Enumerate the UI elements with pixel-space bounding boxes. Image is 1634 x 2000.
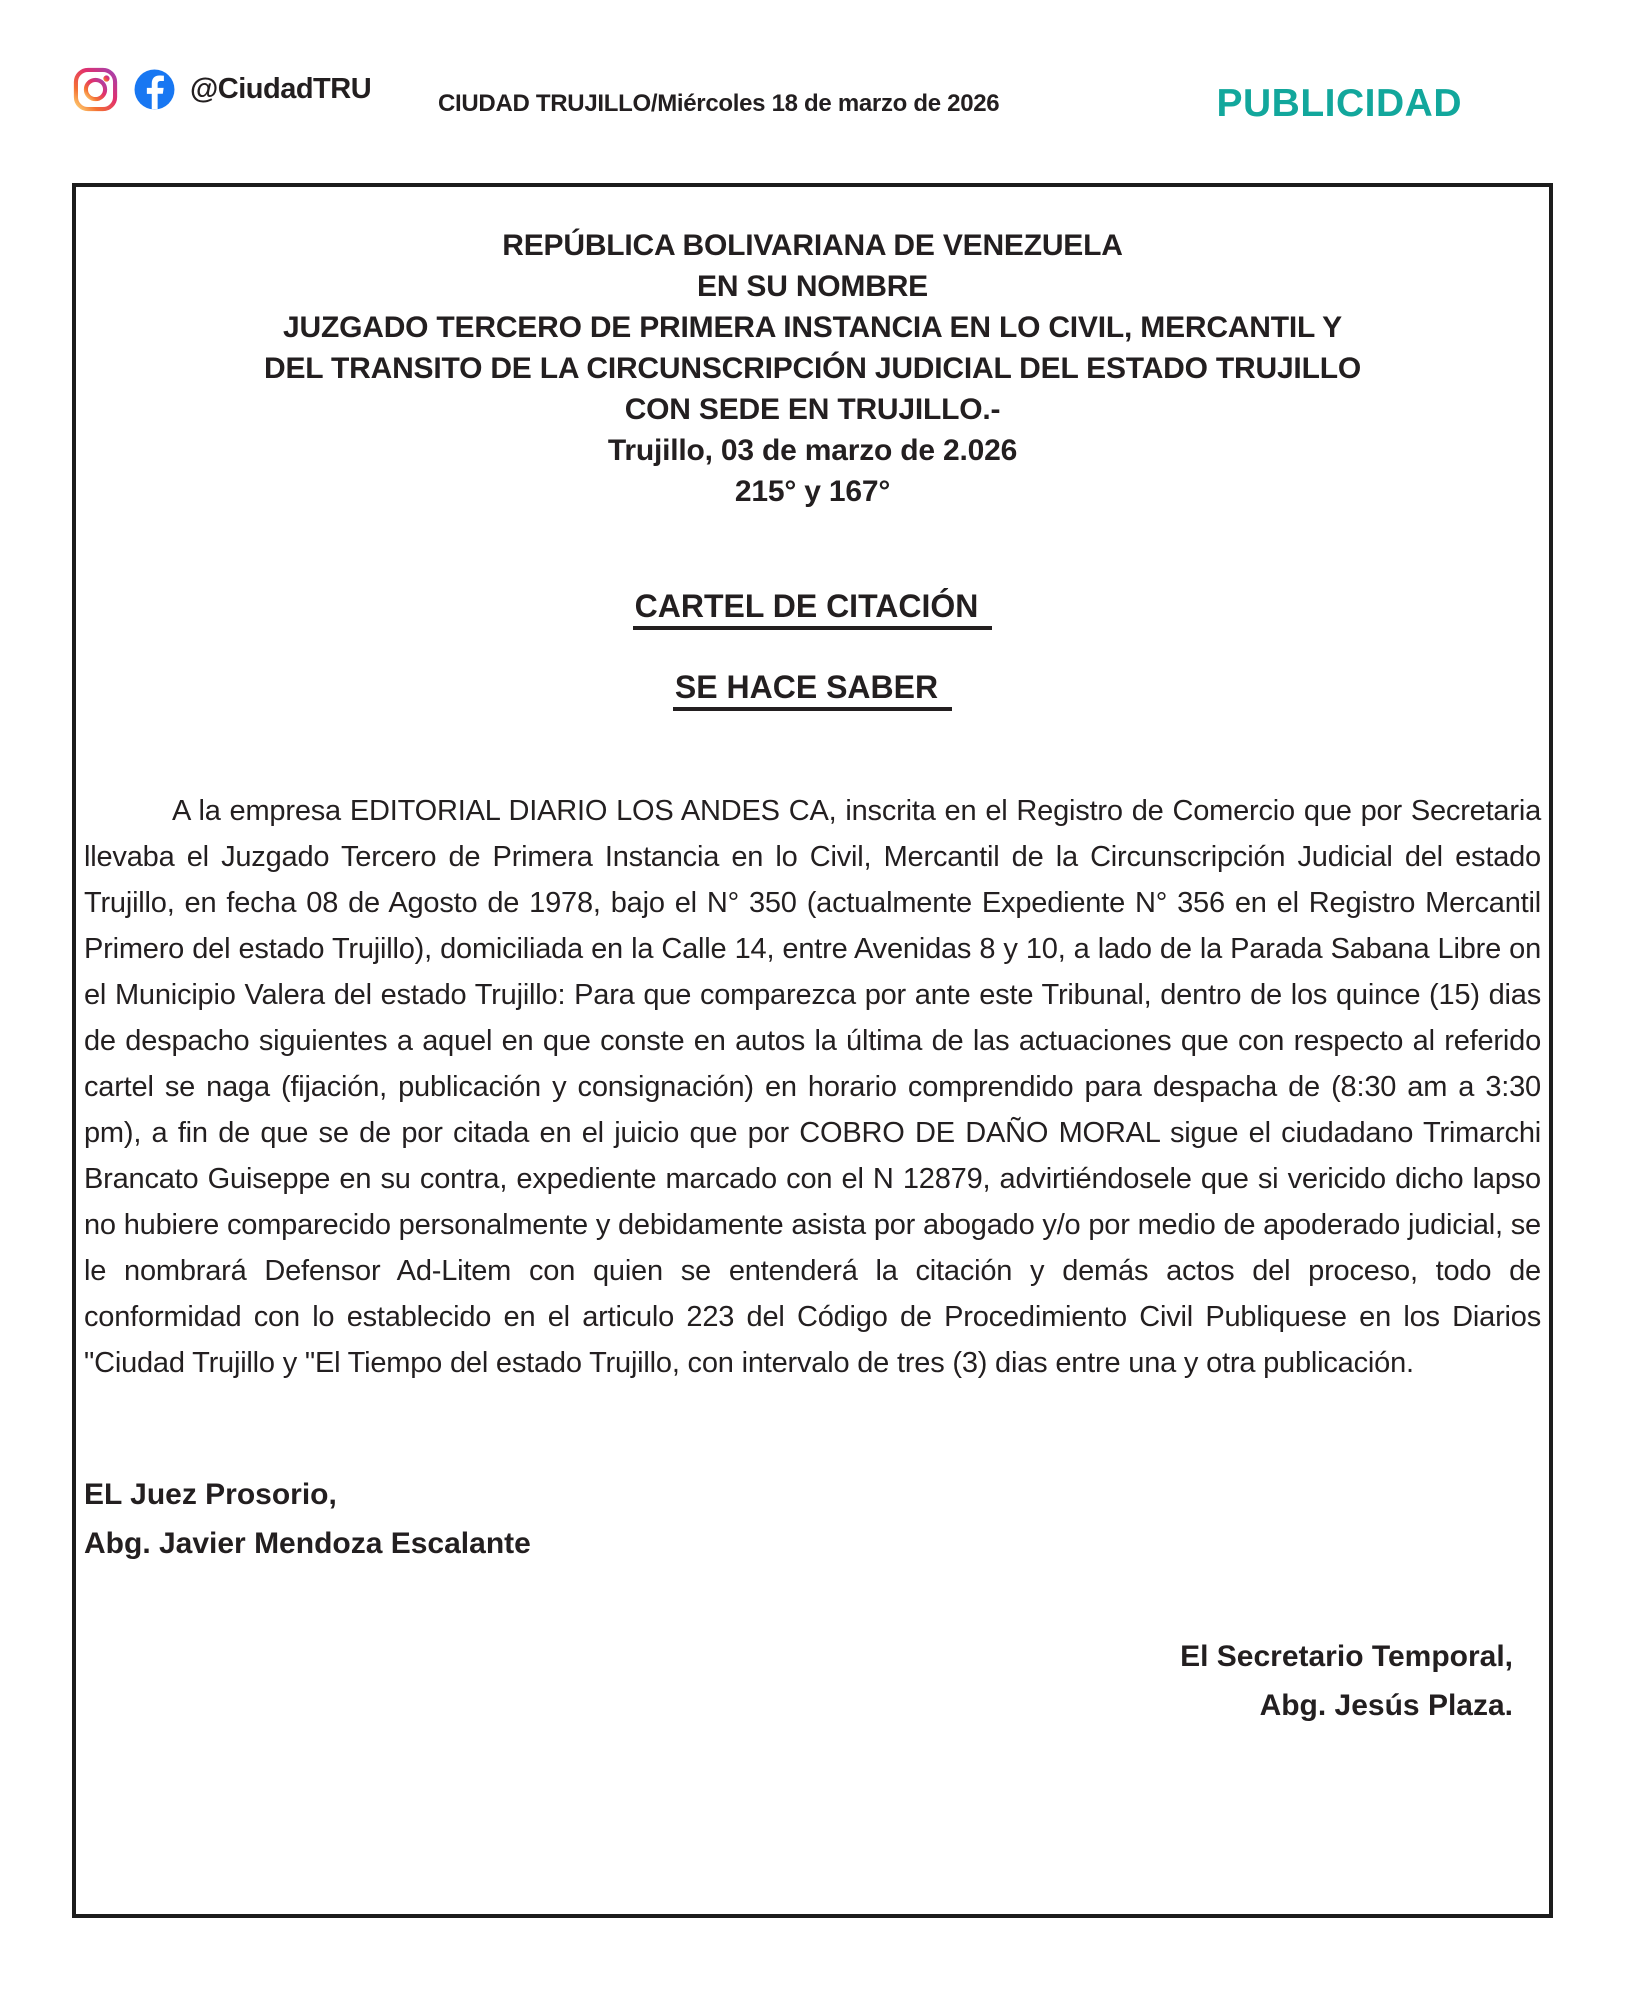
notice-title: CARTEL DE CITACIÓN: [84, 588, 1541, 625]
judge-signature-block: [84, 1470, 1541, 1568]
secretary-title: El Secretario Temporal,: [1180, 1640, 1513, 1673]
instagram-icon: [72, 66, 119, 113]
secretary-signature-block: [84, 1632, 1541, 1730]
heading-line-date: Trujillo, 03 de marzo de 2.026: [607, 434, 1018, 467]
heading-line: REPÚBLICA BOLIVARIANA DE VENEZUELA: [502, 229, 1123, 262]
page-header: [0, 0, 1634, 183]
judge-title: EL Juez Prosorio,: [84, 1478, 337, 1511]
court-heading: [84, 225, 1541, 512]
section-label: PUBLICIDAD: [1216, 82, 1462, 125]
secretary-name: Abg. Jesús Plaza.: [1259, 1689, 1513, 1722]
heading-line: JUZGADO TERCERO DE PRIMERA INSTANCIA EN LO CIVIL, MERCANTIL Y: [283, 311, 1342, 344]
notice-body: A la empresa EDITORIAL DIARIO LOS ANDES CA, inscrita en el Registro de Comercio que por Secretaria llevaba el Juzgado Tercero de Primera Instancia en lo Civil, Mercantil de la Circunscripción Judicial del estado Trujillo, en fecha 08 de Agosto de 1978, bajo el N° 350 (actualmente Expediente N° 356 en el Registro Mercantil Primero del estado Trujillo), domiciliada en la Calle 14, entre Avenidas 8 y 10, a lado de la Parada Sabana Libre on el Municipio Valera del estado Trujillo: Para que comparezca por ante este Tribunal, dentro de los quince (15) dias de despacho siguientes a aquel en que conste en autos la última de las actuaciones que con respecto al referido cartel se naga (fijación, publicación y consignación) en horario comprendido para despacha de (8:30 am a 3:30 pm), a fin de que se de por citada en el juicio que por COBRO DE DAÑO MORAL sigue el ciudadano Trimarchi Brancato Guiseppe en su contra, expediente marcado con el N 12879, advirtiéndosele que si vericido dicho lapso no hubiere comparecido personalmente y debidamente asista por abogado y/o por medio de apoderado judicial, se le nombrará Defensor Ad-Litem con quien se entenderá la citación y demás actos del proceso, todo de conformidad con lo establecido en el articulo 223 del Código de Procedimiento Civil Publiquese en los Diarios "Ciudad Trujillo y "El Tiempo del estado Trujillo, con intervalo de tres (3) dias entre una y otra publicación.: [84, 795, 1541, 1379]
facebook-icon: [131, 66, 178, 113]
masthead-dateline: CIUDAD TRUJILLO/Miércoles 18 de marzo de 2026: [438, 90, 1000, 117]
heading-line: EN SU NOMBRE: [697, 270, 928, 303]
heading-line: CON SEDE EN TRUJILLO.-: [624, 393, 1001, 426]
heading-line: DEL TRANSITO DE LA CIRCUNSCRIPCIÓN JUDICIAL DEL ESTADO TRUJILLO: [264, 352, 1361, 385]
legal-notice-box: [72, 183, 1553, 1918]
notice-subtitle: SE HACE SABER: [84, 669, 1541, 706]
heading-line-years: 215° y 167°: [734, 475, 891, 508]
social-media-block: [72, 66, 371, 113]
judge-name: Abg. Javier Mendoza Escalante: [84, 1527, 531, 1560]
social-handle: @CiudadTRU: [190, 73, 372, 105]
